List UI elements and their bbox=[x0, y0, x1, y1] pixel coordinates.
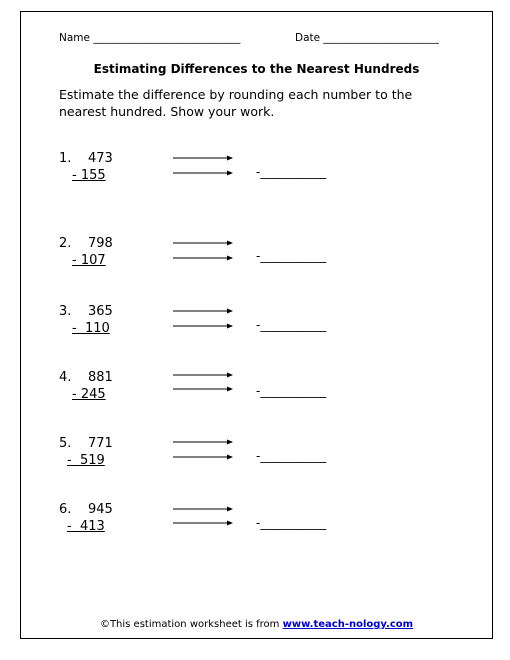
arrow-icon bbox=[172, 169, 234, 177]
minuend: 798 bbox=[88, 236, 113, 251]
problem-3 bbox=[21, 304, 492, 344]
minuend: 473 bbox=[88, 151, 113, 166]
arrow-icon bbox=[172, 239, 234, 247]
answer-blank[interactable]: -___________ bbox=[256, 165, 327, 179]
problem-5 bbox=[21, 436, 492, 476]
arrow-icon bbox=[172, 438, 234, 446]
answer-blank[interactable]: -___________ bbox=[256, 384, 327, 398]
subtrahend: - 155 bbox=[72, 168, 106, 183]
arrow-icon bbox=[172, 453, 234, 461]
answer-blank[interactable]: -___________ bbox=[256, 516, 327, 530]
name-field: Name ____________________________ bbox=[59, 32, 241, 44]
problem-number: 3. bbox=[59, 304, 72, 319]
subtrahend: - 107 bbox=[72, 253, 106, 268]
problem-1 bbox=[21, 151, 492, 191]
footer-text: ©This estimation worksheet is from bbox=[99, 619, 283, 630]
arrow-icon bbox=[172, 307, 234, 315]
minuend: 771 bbox=[88, 436, 113, 451]
arrow-icon bbox=[172, 385, 234, 393]
arrow-icon bbox=[172, 371, 234, 379]
instructions: Estimate the difference by rounding each number to the nearest hundred. Show your work. bbox=[59, 87, 413, 119]
arrow-icon bbox=[172, 254, 234, 262]
subtrahend: - 110 bbox=[72, 321, 110, 336]
minuend: 881 bbox=[88, 370, 113, 385]
problem-6 bbox=[21, 502, 492, 542]
arrow-icon bbox=[172, 519, 234, 527]
footer bbox=[21, 619, 492, 630]
footer-link[interactable]: www.teach-nology.com bbox=[282, 619, 414, 630]
problem-number: 4. bbox=[59, 370, 72, 385]
problem-2 bbox=[21, 236, 492, 276]
answer-blank[interactable]: -___________ bbox=[256, 449, 327, 463]
minuend: 945 bbox=[88, 502, 113, 517]
problem-number: 5. bbox=[59, 436, 72, 451]
problem-number: 1. bbox=[59, 151, 72, 166]
answer-blank[interactable]: -___________ bbox=[256, 318, 327, 332]
arrow-icon bbox=[172, 322, 234, 330]
minuend: 365 bbox=[88, 304, 113, 319]
answer-blank[interactable]: -___________ bbox=[256, 249, 327, 263]
worksheet-title: Estimating Differences to the Nearest Hundreds bbox=[93, 62, 420, 76]
problem-4 bbox=[21, 370, 492, 410]
subtrahend: - 413 bbox=[67, 519, 105, 534]
problem-number: 2. bbox=[59, 236, 72, 251]
subtrahend: - 519 bbox=[67, 453, 105, 468]
problem-number: 6. bbox=[59, 502, 72, 517]
arrow-icon bbox=[172, 154, 234, 162]
subtrahend: - 245 bbox=[72, 387, 106, 402]
date-field: Date ______________________ bbox=[295, 32, 439, 44]
arrow-icon bbox=[172, 505, 234, 513]
worksheet-page bbox=[20, 11, 493, 639]
